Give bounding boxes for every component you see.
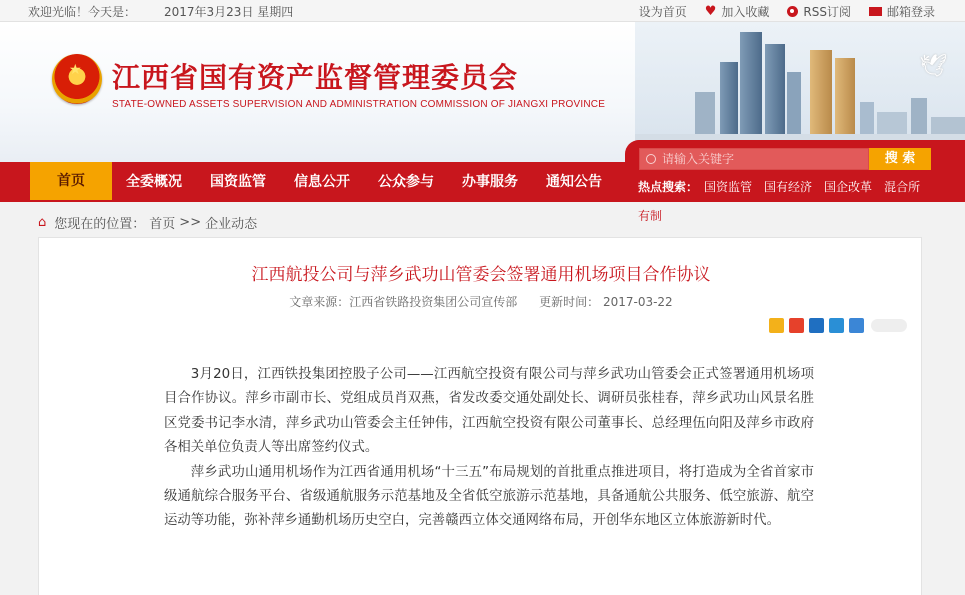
- article-paragraph: 3月20日，江西铁投集团控股子公司——江西航空投资有限公司与萍乡武功山管委会正式签署通用机场项目合作协议。萍乡市副市长、党组成员肖双燕，省发改委交通处副处长、调研员张桂春，萍乡武功山风景名胜区党委书记李水清，萍乡武功山管委会主任钟伟，江西航空投资有限公司董事长、总经理伍向阳及萍乡市政府各相关单位负责人等出席签约仪式。: [164, 367, 814, 456]
- top-links: [639, 3, 935, 20]
- breadcrumb: [38, 213, 257, 232]
- article-title: 江西航投公司与萍乡武功山管委会签署通用机场项目合作协议: [251, 265, 711, 285]
- qzone-share-icon[interactable]: [769, 318, 784, 333]
- nav-item-services[interactable]: 办事服务: [462, 174, 518, 190]
- mail-label: 邮箱登录: [886, 5, 935, 19]
- hot-search-label: 热点搜索：: [638, 180, 699, 194]
- set-home-label: 设为首页: [638, 5, 687, 19]
- mail-icon: [869, 7, 882, 16]
- share-bar: [769, 318, 907, 333]
- hot-term-link[interactable]: 国企改革: [824, 180, 873, 194]
- dove-icon: 🕊: [919, 54, 947, 79]
- rss-icon: [787, 6, 798, 17]
- nav-item-supervision[interactable]: 国资监管: [210, 174, 266, 190]
- weibo-share-icon[interactable]: [789, 318, 804, 333]
- favorite-label: 加入收藏: [721, 5, 770, 19]
- article-paragraph: 萍乡武功山通用机场作为江西省通用机场“十三五”布局规划的首批重点推进项目，将打造成为全省首家市级通航综合服务平台、省级通航服务示范基地及全省低空旅游示范基地，具备通航公共服务、低空旅游、航空运动等功能，弥补萍乡通勤机场历史空白，完善赣西立体交通网络布局，开创华东地区立体旅游新时代。: [164, 464, 814, 529]
- nav-item-disclosure[interactable]: 信息公开: [294, 174, 350, 190]
- search-button[interactable]: 搜 索: [869, 148, 931, 170]
- article-panel: [38, 237, 922, 595]
- article-updated: 更新时间： 2017-03-22: [539, 295, 673, 309]
- nav-item-overview[interactable]: 全委概况: [126, 174, 182, 190]
- article-body: [164, 363, 814, 534]
- hot-term-link[interactable]: 混合所: [884, 180, 921, 194]
- article-meta: [39, 293, 923, 310]
- national-emblem-logo: [52, 54, 102, 104]
- current-date: 2017年3月23日 星期四: [164, 5, 294, 19]
- nav-item-home[interactable]: 首页: [30, 162, 112, 200]
- breadcrumb-home-link[interactable]: 首页: [149, 217, 176, 232]
- nav-item-notices[interactable]: 通知公告: [546, 174, 602, 190]
- tencent-share-icon[interactable]: [829, 318, 844, 333]
- rss-link[interactable]: [787, 3, 851, 20]
- add-favorite-link[interactable]: [705, 3, 770, 20]
- site-title: 江西省国有资产监督管理委员会: [112, 61, 519, 94]
- heart-icon: ♥: [704, 4, 717, 19]
- mail-login-link[interactable]: [869, 3, 935, 20]
- search-panel: [625, 140, 965, 202]
- breadcrumb-current[interactable]: 企业动态: [205, 217, 258, 232]
- top-bar: [0, 0, 965, 22]
- breadcrumb-prefix: 您现在的位置：: [54, 217, 146, 232]
- rss-label: RSS订阅: [803, 5, 851, 19]
- set-home-link[interactable]: [639, 3, 687, 20]
- share-count-badge: [871, 319, 907, 332]
- breadcrumb-separator: >>: [179, 215, 202, 230]
- nav-item-participation[interactable]: 公众参与: [378, 174, 434, 190]
- more-share-icon[interactable]: [849, 318, 864, 333]
- hot-term-link[interactable]: 国有经济: [764, 180, 813, 194]
- renren-share-icon[interactable]: [809, 318, 824, 333]
- hot-term-link[interactable]: 国资监管: [704, 180, 753, 194]
- search-input[interactable]: 请输入关键字: [639, 148, 869, 170]
- hot-search: [638, 178, 920, 195]
- welcome-text: 欢迎光临！今天是：: [28, 5, 137, 19]
- site-subtitle: STATE-OWNED ASSETS SUPERVISION AND ADMINISTRATION COMMISSION OF JIANGXI PROVINCE: [112, 99, 606, 110]
- hot-term-overflow[interactable]: 有制: [638, 209, 663, 223]
- article-source: 文章来源：江西省铁路投资集团公司宣传部: [289, 295, 518, 309]
- home-icon: ⌂: [38, 215, 47, 230]
